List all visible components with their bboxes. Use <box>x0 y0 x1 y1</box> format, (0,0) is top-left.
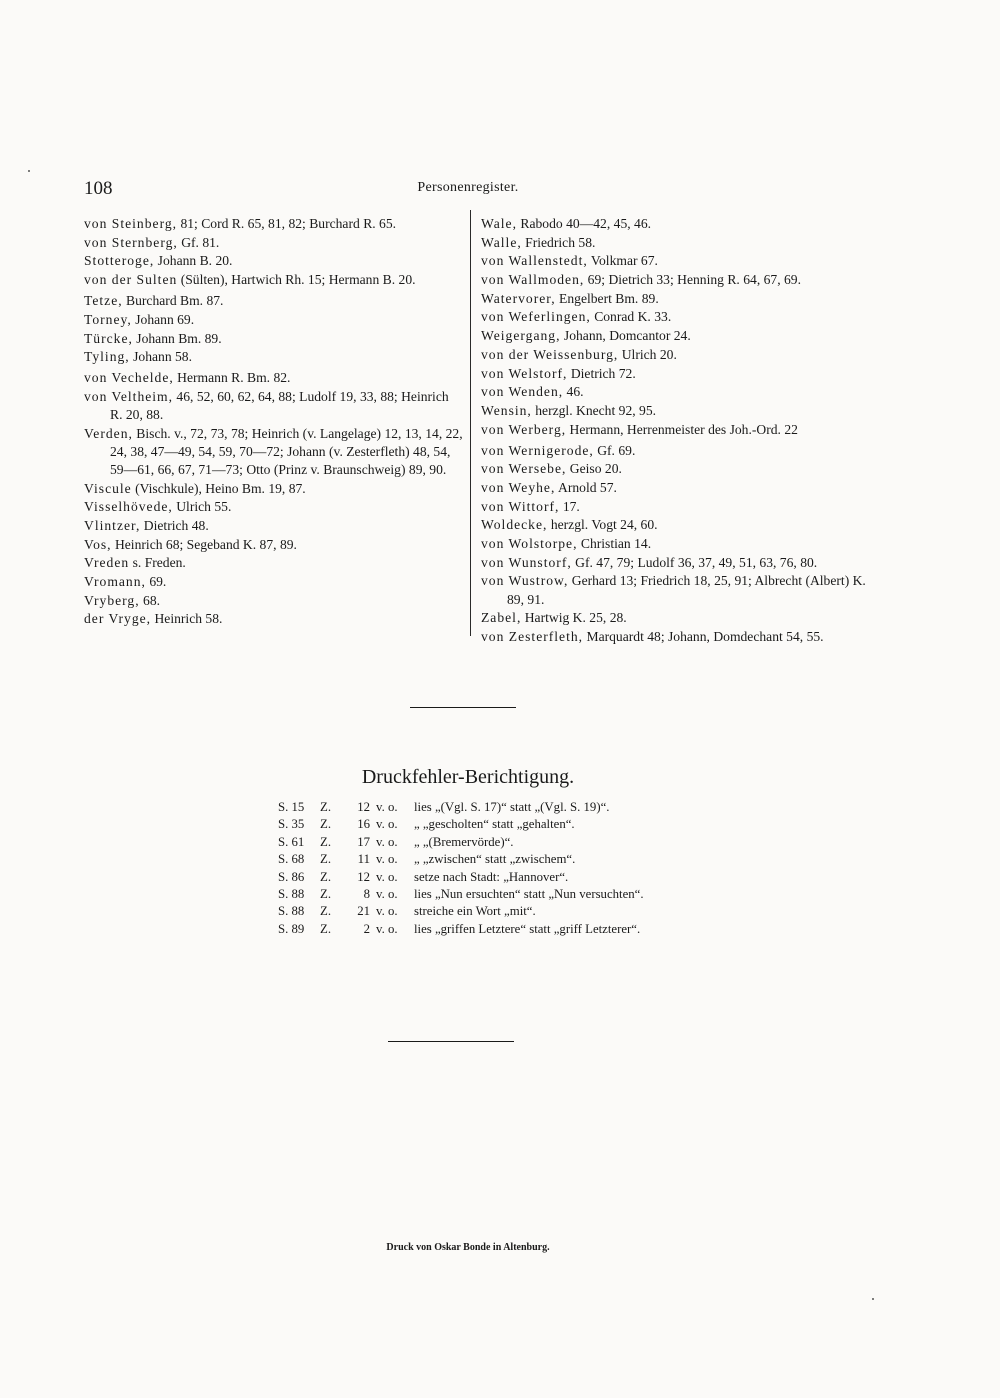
errata-row <box>278 903 644 920</box>
running-head: Personenregister. <box>417 180 519 195</box>
index-entry <box>84 369 464 387</box>
index-entry-refs: Johann 69. <box>131 311 195 327</box>
index-entry <box>481 498 881 516</box>
index-entry <box>84 517 464 535</box>
index-entry <box>84 498 464 516</box>
index-entry-name: Woldecke, <box>481 517 548 533</box>
index-entry-name: Viscule <box>84 480 132 496</box>
index-entry <box>84 573 464 591</box>
paper-speck <box>872 1298 874 1300</box>
index-entry-refs: Gerhard 13; Friedrich 18, 25, 91; Albrecht (Albert) K. 89, 91. <box>507 573 866 607</box>
errata-direction: v. o. <box>376 800 398 814</box>
index-entry-refs: Burchard Bm. 87. <box>122 293 224 309</box>
index-entry <box>84 425 464 479</box>
index-entry-name: Tyling, <box>84 349 130 365</box>
index-column-left <box>84 215 464 629</box>
index-entry-refs: Johann B. 20. <box>154 253 233 269</box>
errata-page: S. 15 <box>278 800 305 814</box>
index-entry-refs: Engelbert Bm. 89. <box>555 290 659 306</box>
errata-z: Z. <box>320 921 332 936</box>
index-entry-name: Wale, <box>481 216 517 231</box>
index-entry <box>481 234 881 252</box>
errata-page: S. 35 <box>278 817 305 832</box>
errata-line: 2 <box>363 921 370 936</box>
errata-direction: v. o. <box>376 852 398 867</box>
index-entry-refs: 69. <box>145 574 167 590</box>
errata-z: Z. <box>320 904 332 919</box>
index-entry-refs: 68. <box>139 592 161 608</box>
index-entry <box>481 442 881 460</box>
index-entry-name: Wensin, <box>481 402 532 418</box>
index-entry-refs: Conrad K. 33. <box>590 309 672 325</box>
index-entry-refs: Hermann, Herrenmeister des Joh.-Ord. 22 <box>566 421 798 437</box>
index-entry-name: von der Sulten <box>84 272 178 288</box>
errata-row <box>278 886 644 903</box>
index-entry-refs: Arnold 57. <box>555 480 617 496</box>
index-entry <box>481 516 881 534</box>
index-entry-refs: Gf. 69. <box>593 442 636 458</box>
index-entry-name: von Vechelde, <box>84 370 174 386</box>
errata-z: Z. <box>320 869 332 884</box>
index-entry-name: Vos, <box>84 536 112 552</box>
index-entry-refs: Hermann R. Bm. 82. <box>173 370 291 386</box>
index-entry-refs: 81; Cord R. 65, 81, 82; Burchard R. 65. <box>177 216 397 231</box>
index-entry <box>481 215 881 233</box>
index-entry-refs: herzgl. Vogt 24, 60. <box>547 517 658 533</box>
index-entry-name: von Wunstorf, <box>481 554 572 570</box>
errata-line: 12 <box>357 869 370 884</box>
index-entry-refs: Johann Bm. 89. <box>132 330 222 346</box>
index-entry-name: Tetze, <box>84 293 123 309</box>
errata-correction: „ „(Bremervörde)“. <box>414 834 514 849</box>
index-entry <box>84 271 464 289</box>
index-entry <box>84 554 464 572</box>
errata-direction: v. o. <box>376 904 398 919</box>
index-entry <box>84 292 464 310</box>
errata-z: Z. <box>320 817 332 832</box>
index-entry <box>84 252 464 270</box>
index-entry-name: Torney, <box>84 311 132 327</box>
index-entry <box>481 383 881 401</box>
index-entry-name: Watervorer, <box>481 290 556 306</box>
index-entry <box>84 234 464 252</box>
index-entry-name: von Welstorf, <box>481 365 568 381</box>
errata-z: Z. <box>320 887 332 902</box>
index-entry-refs: 46, 52, 60, 62, 64, 88; Ludolf 19, 33, 88; Heinrich R. 20, 88. <box>110 389 449 423</box>
index-entry-refs: Dietrich 48. <box>140 518 209 534</box>
errata-correction: lies „griffen Letztere“ statt „griff Letzterer“. <box>414 921 641 936</box>
index-entry-name: Verden, <box>84 425 133 441</box>
errata-correction: setze nach Stadt: „Hannover“. <box>414 869 569 884</box>
index-entry-refs: Dietrich 72. <box>567 365 636 381</box>
errata-page: S. 86 <box>278 869 305 884</box>
index-entry <box>481 609 881 627</box>
errata-direction: v. o. <box>376 887 398 902</box>
index-entry-name: von Weyhe, <box>481 480 556 496</box>
errata-page: S. 61 <box>278 834 305 849</box>
index-entry <box>84 592 464 610</box>
errata-line: 21 <box>357 904 370 919</box>
errata-direction: v. o. <box>376 817 398 832</box>
index-entry-name: von Wallenstedt, <box>481 253 588 269</box>
index-entry <box>481 460 881 478</box>
index-entry-name: Vryberg, <box>84 592 140 608</box>
errata-line: 11 <box>357 852 370 867</box>
index-entry <box>84 311 464 329</box>
index-entry-refs: Ulrich 20. <box>618 346 677 362</box>
index-entry-refs: Christian 14. <box>577 536 652 552</box>
errata-row <box>278 851 644 868</box>
index-entry-name: Weigergang, <box>481 328 561 344</box>
errata-line: 12 <box>357 800 370 814</box>
index-entry-refs: 46. <box>563 384 584 400</box>
index-entry-name: Vlintzer, <box>84 518 141 534</box>
errata-row <box>278 816 644 833</box>
index-entry-refs: Volkmar 67. <box>587 253 658 269</box>
index-entry-name: von Wernigerode, <box>481 442 594 458</box>
errata-row <box>278 799 644 816</box>
index-entry-name: der Vryge, <box>84 611 152 627</box>
errata-correction: lies „(Vgl. S. 17)“ statt „(Vgl. S. 19)“. <box>414 800 610 814</box>
errata-title: Druckfehler-Berichtigung. <box>361 766 575 788</box>
errata-page: S. 88 <box>278 904 305 919</box>
index-entry <box>481 308 881 326</box>
index-entry-name: von Veltheim, <box>84 389 174 404</box>
index-entry <box>481 271 881 289</box>
errata-line: 16 <box>357 817 370 832</box>
index-entry-refs: Johann 58. <box>129 349 193 365</box>
index-entry <box>481 535 881 553</box>
errata-row <box>278 834 644 851</box>
index-entry <box>481 572 881 608</box>
index-entry-refs: Geiso 20. <box>566 461 622 477</box>
index-entry-name: Vreden <box>84 555 130 571</box>
page-number: 108 <box>84 178 113 199</box>
index-entry-name: Visselhövede, <box>84 499 173 515</box>
index-entry <box>84 388 464 424</box>
printer-imprint: Druck von Oskar Bonde in Altenburg. <box>386 1242 550 1253</box>
errata-page: S. 89 <box>278 921 305 936</box>
index-entry-name: von Wenden, <box>481 384 564 400</box>
index-entry-refs: (Sülten), Hartwich Rh. 15; Hermann B. 20. <box>177 272 416 288</box>
index-entry-refs: Bisch. v., 72, 73, 78; Heinrich (v. Langelage) 12, 13, 14, 22, 24, 38, 47—49, 54, 59, 70—72; Johann (v. Zesterfleth) 48, 54, 59—61, 66, 67, 71—73; Otto (Prinz v. Braunschweig) 89, 90. <box>110 425 463 477</box>
index-entry <box>84 215 464 233</box>
index-entry <box>481 365 881 383</box>
index-entry <box>481 402 881 420</box>
errata-correction: „ „zwischen“ statt „zwischem“. <box>414 852 576 867</box>
index-entry-name: von Weferlingen, <box>481 309 591 325</box>
errata-z: Z. <box>320 834 332 849</box>
errata-page: S. 88 <box>278 887 305 902</box>
index-entry-name: von Wersebe, <box>481 461 567 477</box>
errata-correction: lies „Nun ersuchten“ statt „Nun versuchten“. <box>414 887 644 902</box>
errata-correction: „ „gescholten“ statt „gehalten“. <box>414 817 575 832</box>
index-entry-refs: Friedrich 58. <box>521 234 596 250</box>
index-entry-name: von Wolstorpe, <box>481 536 578 552</box>
index-entry-refs: s. Freden. <box>129 555 186 571</box>
errata-direction: v. o. <box>376 869 398 884</box>
errata-row <box>278 921 644 938</box>
index-entry <box>481 252 881 270</box>
index-entry-refs: Gf. 47, 79; Ludolf 36, 37, 49, 51, 63, 76, 80. <box>571 554 818 570</box>
index-entry <box>84 536 464 554</box>
index-entry-refs: Rabodo 40—42, 45, 46. <box>516 216 652 231</box>
index-entry-refs: 69; Dietrich 33; Henning R. 64, 67, 69. <box>584 272 802 288</box>
errata-line: 8 <box>363 887 370 902</box>
index-entry <box>84 330 464 348</box>
index-entry <box>481 628 881 646</box>
errata-row <box>278 869 644 886</box>
index-entry <box>481 346 881 364</box>
index-entry-refs: herzgl. Knecht 92, 95. <box>531 402 657 418</box>
index-entry-name: von Steinberg, <box>84 216 178 231</box>
index-entry-refs: Marquardt 48; Johann, Domdechant 54, 55. <box>583 628 824 644</box>
section-rule-bottom <box>388 1041 514 1042</box>
index-entry-name: von Werberg, <box>481 421 567 437</box>
index-entry-name: Vromann, <box>84 574 146 590</box>
column-divider <box>470 210 471 636</box>
errata-z: Z. <box>320 852 332 867</box>
index-entry-name: von Wittorf, <box>481 498 560 514</box>
errata-direction: v. o. <box>376 834 398 849</box>
index-entry-name: Walle, <box>481 234 522 250</box>
paper-speck <box>28 170 30 172</box>
index-entry-name: von der Weissenburg, <box>481 346 619 362</box>
index-entry-refs: Gf. 81. <box>177 234 220 250</box>
index-entry <box>481 554 881 572</box>
index-entry <box>481 479 881 497</box>
index-entry-name: von Sternberg, <box>84 234 178 250</box>
index-entry <box>84 348 464 366</box>
errata-z: Z. <box>320 800 332 814</box>
index-entry-name: von Wustrow, <box>481 573 569 589</box>
index-entry-name: von Wallmoden, <box>481 272 585 288</box>
index-entry-refs: (Vischkule), Heino Bm. 19, 87. <box>131 480 306 496</box>
section-rule-top <box>410 707 516 708</box>
index-entry <box>84 480 464 498</box>
index-entry-name: Zabel, <box>481 610 522 626</box>
index-entry <box>481 421 881 439</box>
errata-page: S. 68 <box>278 852 305 867</box>
errata-line: 17 <box>357 834 370 849</box>
index-entry-name: Stotteroge, <box>84 253 155 269</box>
index-entry-refs: Ulrich 55. <box>172 499 232 515</box>
index-entry <box>481 290 881 308</box>
index-entry-refs: Heinrich 68; Segeband K. 87, 89. <box>111 536 297 552</box>
index-entry-name: von Zesterfleth, <box>481 628 584 644</box>
index-entry-refs: 17. <box>559 498 580 514</box>
errata-correction: streiche ein Wort „mit“. <box>414 904 536 919</box>
errata-list <box>278 799 644 938</box>
index-entry <box>481 327 881 345</box>
index-entry <box>84 610 464 628</box>
index-column-right <box>481 215 881 647</box>
index-entry-refs: Heinrich 58. <box>151 611 223 627</box>
errata-direction: v. o. <box>376 921 398 936</box>
index-entry-refs: Hartwig K. 25, 28. <box>521 610 627 626</box>
index-entry-name: Türcke, <box>84 330 133 346</box>
index-entry-refs: Johann, Domcantor 24. <box>560 328 691 344</box>
